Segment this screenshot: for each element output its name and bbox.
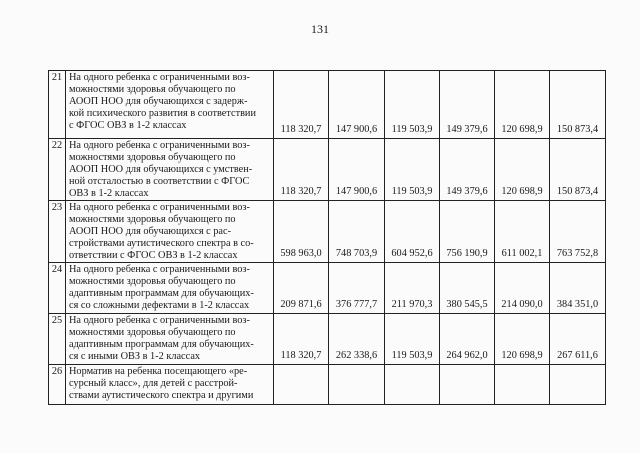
description-line: можностями здоровья обучающего по — [69, 327, 236, 338]
value-cell: 149 379,6 — [440, 139, 495, 201]
value-cell — [274, 365, 329, 405]
value-cell: 118 320,7 — [274, 314, 329, 365]
value-cell: 267 611,6 — [550, 314, 606, 365]
value-cell: 150 873,4 — [550, 139, 606, 201]
description-line: ся со сложными дефектами в 1-2 классах — [69, 300, 250, 311]
value-cell: 120 698,9 — [495, 314, 550, 365]
value-cell: 209 871,6 — [274, 263, 329, 314]
row-number: 24 — [49, 263, 66, 314]
value-cell: 756 190,9 — [440, 201, 495, 263]
row-description — [66, 201, 274, 263]
description-line: На одного ребенка с ограниченными воз- — [69, 140, 250, 151]
row-description — [66, 139, 274, 201]
value-cell: 611 002,1 — [495, 201, 550, 263]
description-line: можностями здоровья обучающего по — [69, 276, 236, 287]
value-cell: 147 900,6 — [329, 139, 385, 201]
value-cell: 147 900,6 — [329, 71, 385, 139]
table-row — [49, 139, 606, 201]
description-line: можностями здоровья обучающего по — [69, 214, 236, 225]
description-line: АООП НОО для обучающихся с задерж- — [69, 96, 248, 107]
value-cell — [329, 365, 385, 405]
value-cell: 598 963,0 — [274, 201, 329, 263]
row-number: 23 — [49, 201, 66, 263]
row-description — [66, 365, 274, 405]
description-line: ствами аутистического спектра и другими — [69, 390, 254, 401]
description-line: На одного ребенка с ограниченными воз- — [69, 264, 250, 275]
description-line: На одного ребенка с ограниченными воз- — [69, 72, 250, 83]
row-number: 25 — [49, 314, 66, 365]
table-body — [49, 71, 606, 405]
value-cell: 376 777,7 — [329, 263, 385, 314]
description-line: ОВЗ в 1-2 классах — [69, 188, 149, 199]
value-cell: 119 503,9 — [385, 71, 440, 139]
description-line: стройствами аутистического спектра в со- — [69, 238, 254, 249]
value-cell: 748 703,9 — [329, 201, 385, 263]
value-cell: 264 962,0 — [440, 314, 495, 365]
value-cell — [550, 365, 606, 405]
description-line: сурсный класс», для детей с расстрой- — [69, 378, 238, 389]
row-description — [66, 71, 274, 139]
value-cell: 763 752,8 — [550, 201, 606, 263]
description-line: с ФГОС ОВЗ в 1-2 классах — [69, 120, 187, 131]
value-cell: 150 873,4 — [550, 71, 606, 139]
row-description — [66, 263, 274, 314]
page-number: 131 — [311, 22, 329, 36]
description-line: кой психического развития в соответствии — [69, 108, 256, 119]
table-row — [49, 71, 606, 139]
value-cell: 119 503,9 — [385, 314, 440, 365]
value-cell: 214 090,0 — [495, 263, 550, 314]
value-cell — [495, 365, 550, 405]
value-cell — [440, 365, 495, 405]
row-number: 26 — [49, 365, 66, 405]
description-line: можностями здоровья обучающего по — [69, 84, 236, 95]
value-cell: 120 698,9 — [495, 71, 550, 139]
value-cell: 384 351,0 — [550, 263, 606, 314]
row-number: 21 — [49, 71, 66, 139]
description-line: ответствии с ФГОС ОВЗ в 1-2 классах — [69, 250, 238, 261]
description-line: АООП НОО для обучающихся с рас- — [69, 226, 231, 237]
table-row — [49, 314, 606, 365]
table-row — [49, 201, 606, 263]
description-line: ной отсталостью в соответствии с ФГОС — [69, 176, 250, 187]
value-cell: 211 970,3 — [385, 263, 440, 314]
description-line: На одного ребенка с ограниченными воз- — [69, 202, 250, 213]
value-cell: 118 320,7 — [274, 71, 329, 139]
row-number: 22 — [49, 139, 66, 201]
value-cell: 262 338,6 — [329, 314, 385, 365]
description-line: АООП НОО для обучающихся с умствен- — [69, 164, 253, 175]
table-row — [49, 263, 606, 314]
value-cell: 149 379,6 — [440, 71, 495, 139]
description-line: адаптивным программам для обучающих- — [69, 288, 254, 299]
normative-table — [48, 70, 606, 405]
value-cell: 119 503,9 — [385, 139, 440, 201]
description-line: Норматив на ребенка посещающего «ре- — [69, 366, 248, 377]
row-description — [66, 314, 274, 365]
value-cell — [385, 365, 440, 405]
description-line: На одного ребенка с ограниченными воз- — [69, 315, 250, 326]
value-cell: 118 320,7 — [274, 139, 329, 201]
description-line: ся с иными ОВЗ в 1-2 классах — [69, 351, 201, 362]
value-cell: 120 698,9 — [495, 139, 550, 201]
description-line: можностями здоровья обучающего по — [69, 152, 236, 163]
description-line: адаптивным программам для обучающих- — [69, 339, 254, 350]
value-cell: 604 952,6 — [385, 201, 440, 263]
value-cell: 380 545,5 — [440, 263, 495, 314]
table-row — [49, 365, 606, 405]
